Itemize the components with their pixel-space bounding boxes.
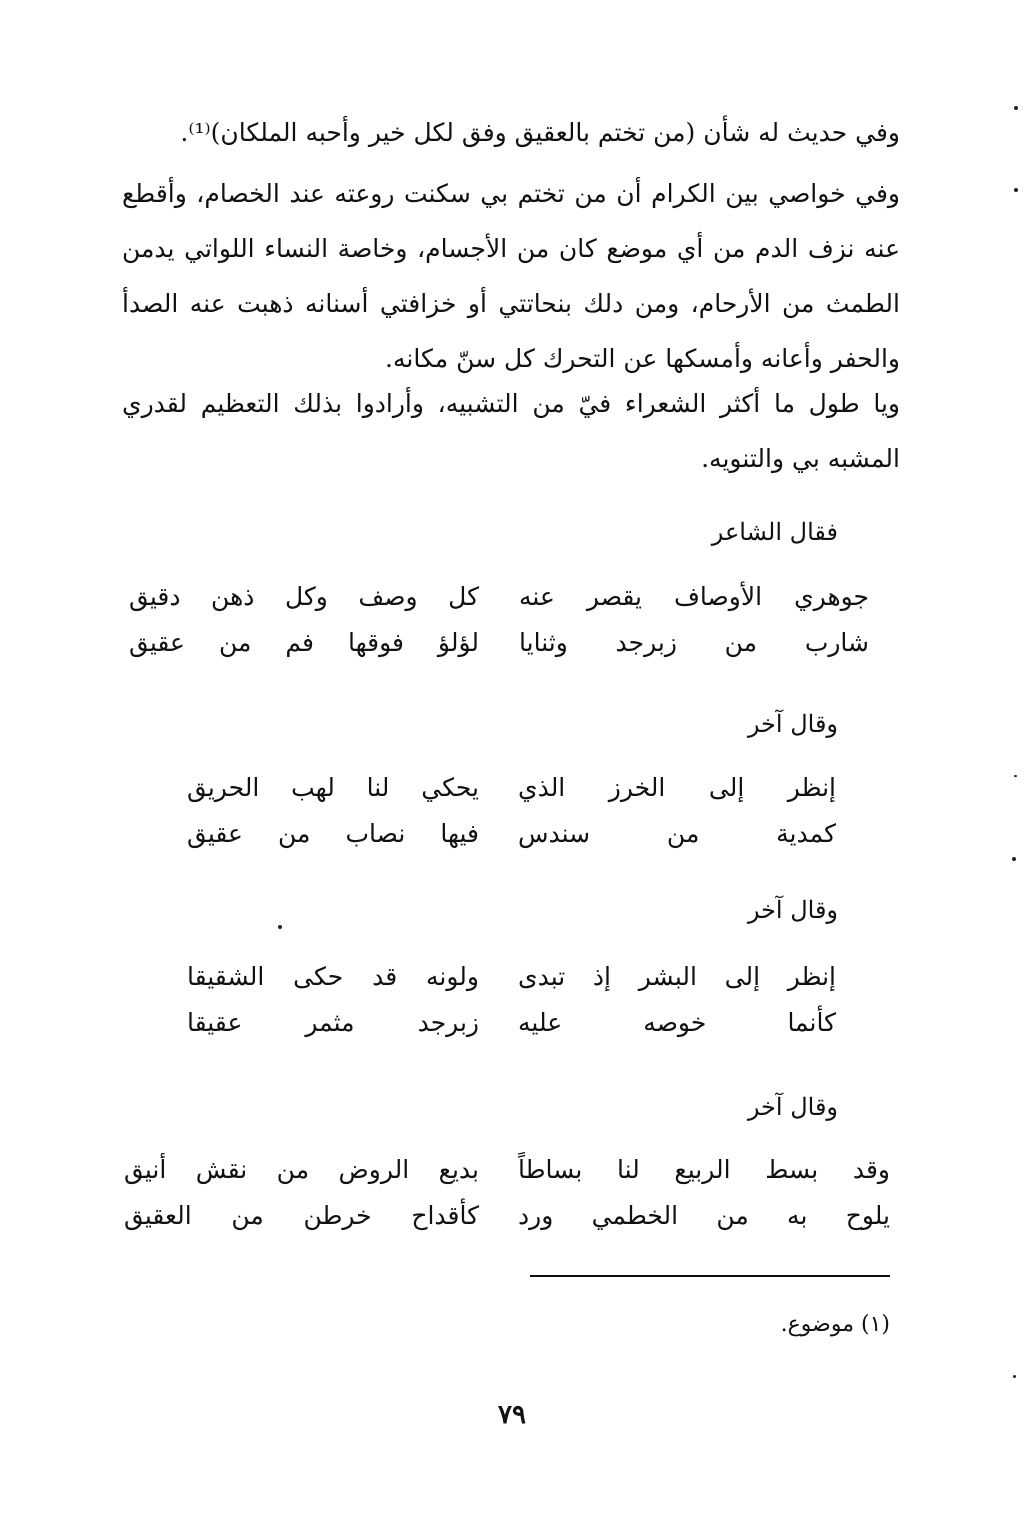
paragraph-properties: وفي خواصي بين الكرام أن من تختم بي سكنت روعته عند الخصام، وأقطع عنه نزف الدم من أي موضع كان من الأجسام، وخاصة النساء اللواتي يدمن الطمث من الأرحام، ومن دلك بنحاتتي أو خزافتي أسنانه ذهبت عنه الصدأ والحفر وأعانه وأمسكها عن التحرك كل سنّ مكانه. xyxy=(122,179,900,373)
poem-intro: وقال آخر xyxy=(747,1093,838,1121)
footnote: (١) موضوع. xyxy=(780,1312,890,1337)
verse-line xyxy=(0,1194,1024,1238)
verse-first-hemistich: يلوح به من الخطمي ورد xyxy=(518,1201,890,1230)
scan-speck xyxy=(1014,188,1018,192)
verse-second-hemistich: زبرجد مثمر عقيقا xyxy=(187,1008,479,1037)
verse-line xyxy=(0,955,1024,999)
paragraph-hadith: وفي حديث له شأن (من تختم بالعقيق وفق لكل خير وأحبه الملكان)⁽¹⁾. xyxy=(180,118,900,147)
verse-line xyxy=(0,575,1024,619)
scan-speck xyxy=(1013,1375,1016,1378)
poem-intro: فقال الشاعر xyxy=(711,518,838,546)
verse-second-hemistich: فيها نصاب من عقيق xyxy=(187,819,479,848)
poem-intro: وقال آخر xyxy=(747,896,838,924)
verse-line xyxy=(0,1001,1024,1045)
verse-line xyxy=(0,766,1024,810)
verse-first-hemistich: كمدية من سندس xyxy=(518,819,836,848)
verse-first-hemistich: وقد بسط الربيع لنا بساطاً xyxy=(518,1155,890,1184)
verse-first-hemistich: إنظر إلى الخرز الذي xyxy=(518,773,836,802)
verse-line xyxy=(0,1148,1024,1192)
page-number: ٧٩ xyxy=(498,1400,526,1430)
verse-second-hemistich: كأقداح خرطن من العقيق xyxy=(124,1201,479,1230)
verse-line xyxy=(0,621,1024,665)
scan-speck xyxy=(1012,857,1016,861)
verse-second-hemistich: كل وصف وكل ذهن دقيق xyxy=(129,582,479,611)
footnote-divider xyxy=(530,1275,890,1277)
scan-speck xyxy=(1014,106,1018,110)
verse-second-hemistich: يحكي لنا لهب الحريق xyxy=(187,773,479,802)
verse-first-hemistich: إنظر إلى البشر إذ تبدى xyxy=(518,962,836,991)
verse-line xyxy=(0,812,1024,856)
scan-speck xyxy=(1014,775,1017,777)
verse-first-hemistich: كأنما خوصه عليه xyxy=(518,1008,836,1037)
verse-second-hemistich: بديع الروض من نقش أنيق xyxy=(124,1155,479,1184)
verse-second-hemistich: لؤلؤ فوقها فم من عقيق xyxy=(129,628,479,657)
verse-second-hemistich: ولونه قد حكى الشقيقا xyxy=(187,962,479,991)
scan-speck xyxy=(278,925,282,929)
verse-first-hemistich: جوهري الأوصاف يقصر عنه xyxy=(519,582,869,611)
paragraph-poets: ويا طول ما أكثر الشعراء فيّ من التشبيه، وأرادوا بذلك التعظيم لقدري المشبه بي والتنويه. xyxy=(122,389,900,473)
verse-first-hemistich: شارب من زبرجد وثنايا xyxy=(519,628,869,657)
poem-intro: وقال آخر xyxy=(747,710,838,738)
